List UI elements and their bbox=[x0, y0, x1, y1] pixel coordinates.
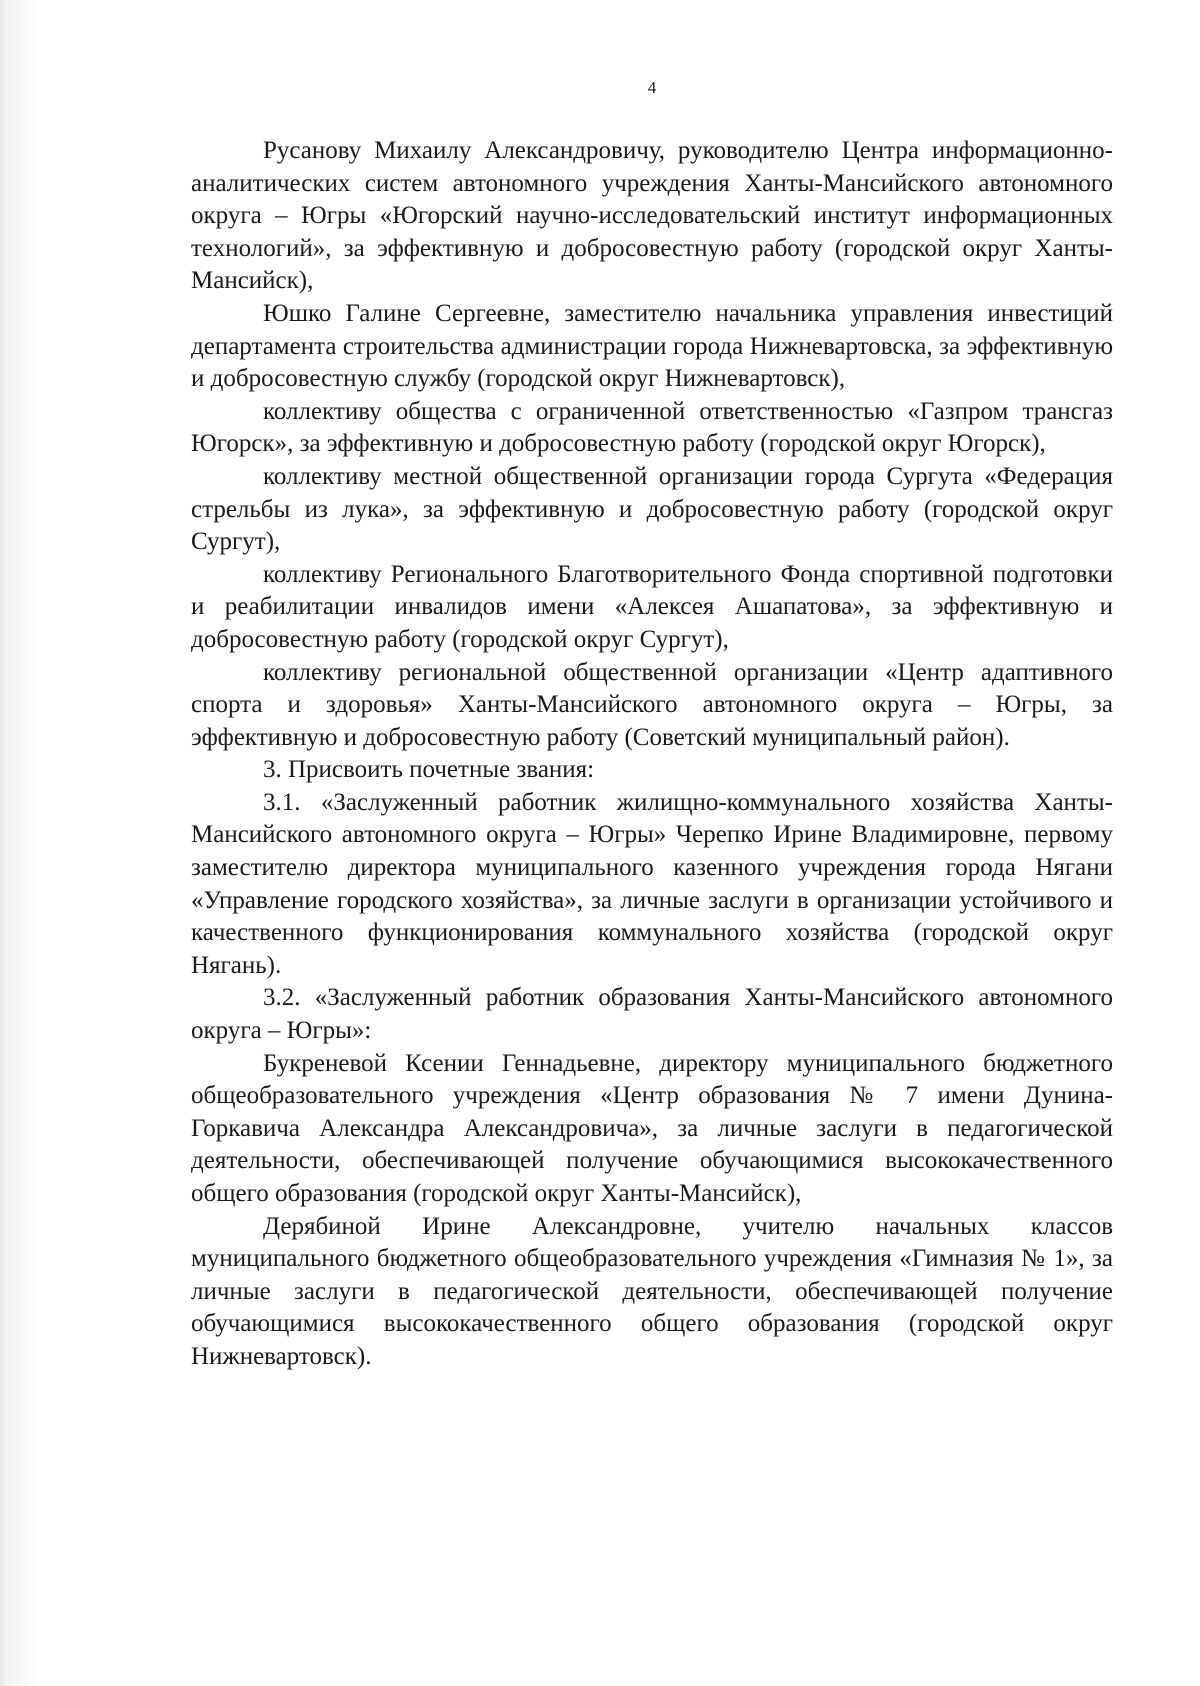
paragraph-archery-federation: коллективу местной общественной организации города Сургута «Федерация стрельбы из лука», за эффективную и добросовестную работу (городской округ Сургут), bbox=[191, 462, 1113, 556]
page-number: 4 bbox=[647, 78, 657, 97]
paragraph-bukreneva: Букреневой Ксении Геннадьевне, директору муниципального бюджетного общеобразовательного учреждения «Центр образования № 7 имени Дунина-Горкавича Александра Александровича», за личные заслуги в педагогической деятельности, обеспечивающей получение обучающимися высококачественного общего образования (городской округ Ханты-Мансийск), bbox=[191, 1049, 1113, 1207]
paragraph-rusanov: Русанову Михаилу Александровичу, руководителю Центра информационно-аналитических систем автономного учреждения Ханты-Мансийского автономного округа – Югры «Югорский научно-исследовательский институт информационных технологий», за эффективную и добросовестную работу (городской округ Ханты-Мансийск), bbox=[191, 137, 1113, 295]
paragraph-charity-fund: коллективу Регионального Благотворительного Фонда спортивной подготовки и реабилитации инвалидов имени «Алексея Ашапатова», за эффективную и добросовестную работу (городской округ Сургут), bbox=[191, 560, 1113, 653]
paragraph-gazprom: коллективу общества с ограниченной ответственностью «Газпром трансгаз Югорск», за эффективную и добросовестную работу (городской округ Югорск), bbox=[191, 397, 1113, 458]
paragraph-section-3-2: 3.2. «Заслуженный работник образования Ханты-Мансийского автономного округа – Югры»: bbox=[191, 984, 1113, 1045]
scan-edge-shadow bbox=[0, 0, 40, 1686]
paragraph-section-3-1: 3.1. «Заслуженный работник жилищно-коммунального хозяйства Ханты-Мансийского автономного округа – Югры» Черепко Ирине Владимировне, первому заместителю директора муниципального казенного учреждения города Нягани «Управление городского хозяйства», за личные заслуги в организации устойчивого и качественного функционирования коммунального хозяйства (городской округ Нягань). bbox=[191, 788, 1113, 979]
paragraph-section-3: 3. Присвоить почетные звания: bbox=[263, 756, 595, 784]
paragraph-adaptive-sport-center: коллективу региональной общественной организации «Центр адаптивного спорта и здоровья» Ханты-Мансийского автономного округа – Югры, за эффективную и добросовестную работу (Советский муниципальный район). bbox=[191, 658, 1113, 751]
paragraph-yushko: Юшко Галине Сергеевне, заместителю начальника управления инвестиций департамента строительства администрации города Нижневартовска, за эффективную и добросовестную службу (городской округ Нижневартовск), bbox=[191, 299, 1113, 393]
paragraph-deryabina: Дерябиной Ирине Александровне, учителю начальных классов муниципального бюджетного общеобразовательного учреждения «Гимназия № 1», за личные заслуги в педагогической деятельности, обеспечивающей получение обучающимися высококачественного общего образования (городской округ Нижневартовск). bbox=[191, 1212, 1113, 1370]
document-body bbox=[191, 135, 1113, 1374]
